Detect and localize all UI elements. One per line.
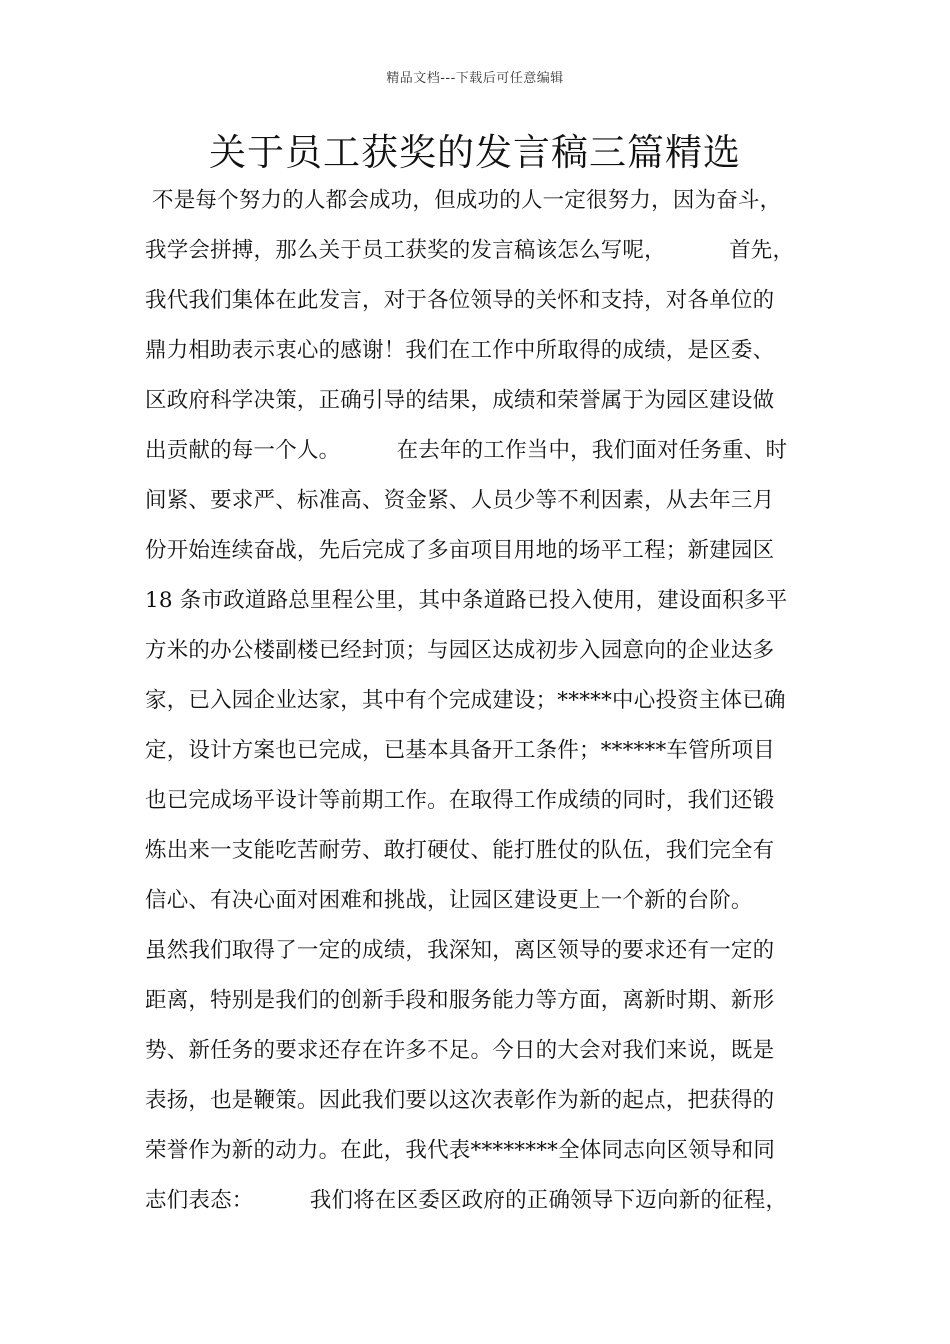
body-line: 鼎力相助表示衷心的感谢！我们在工作中所取得的成绩，是区委、	[145, 338, 775, 363]
body-line: 荣誉作为新的动力。在此，我代表********全体同志向区领导和同	[145, 1138, 776, 1163]
body-line: 信心、有决心面对困难和挑战，让园区建设更上一个新的台阶。	[145, 888, 753, 913]
body-line: 间紧、要求严、标准高、资金紧、人员少等不利因素，从去年三月	[145, 488, 775, 513]
header-note: 精品文档---下载后可任意编辑	[386, 71, 564, 86]
body-line: 家，已入园企业达家，其中有个完成建设；*****中心投资主体已确	[145, 688, 786, 713]
body-line: 我学会拼搏，那么关于员工获奖的发言稿该怎么写呢， 首先，	[145, 238, 795, 263]
body-line: 志们表态： 我们将在区委区政府的正确领导下迈向新的征程，	[145, 1188, 788, 1213]
body-line: 势、新任务的要求还存在许多不足。今日的大会对我们来说，既是	[145, 1038, 775, 1063]
body-line: 不是每个努力的人都会成功，但成功的人一定很努力，因为奋斗，	[145, 188, 782, 213]
body-line: 区政府科学决策，正确引导的结果，成绩和荣誉属于为园区建设做	[145, 388, 775, 413]
body-line: 出贡献的每一个人。 在去年的工作当中，我们面对任务重、时	[145, 438, 788, 463]
body-line: 距离，特别是我们的创新手段和服务能力等方面，离新时期、新形	[145, 988, 775, 1013]
body-line: 也已完成场平设计等前期工作。在取得工作成绩的同时，我们还锻	[145, 788, 775, 813]
body-line: 18 条市政道路总里程公里，其中条道路已投入使用，建设面积多平	[145, 588, 788, 613]
body-line: 炼出来一支能吃苦耐劳、敢打硬仗、能打胜仗的队伍，我们完全有	[145, 838, 775, 863]
body-text	[145, 176, 809, 1226]
body-line: 我代我们集体在此发言，对于各位领导的关怀和支持，对各单位的	[145, 288, 775, 313]
body-line: 定，设计方案也已完成，已基本具备开工条件；******车管所项目	[145, 738, 775, 763]
document-title: 关于员工获奖的发言稿三篇精选	[209, 131, 741, 174]
body-line: 表扬，也是鞭策。因此我们要以这次表彰作为新的起点，把获得的	[145, 1088, 775, 1113]
body-line: 虽然我们取得了一定的成绩，我深知，离区领导的要求还有一定的	[145, 938, 775, 963]
body-line: 份开始连续奋战，先后完成了多亩项目用地的场平工程；新建园区	[145, 538, 775, 563]
body-line: 方米的办公楼副楼已经封顶；与园区达成初步入园意向的企业达多	[145, 638, 775, 663]
